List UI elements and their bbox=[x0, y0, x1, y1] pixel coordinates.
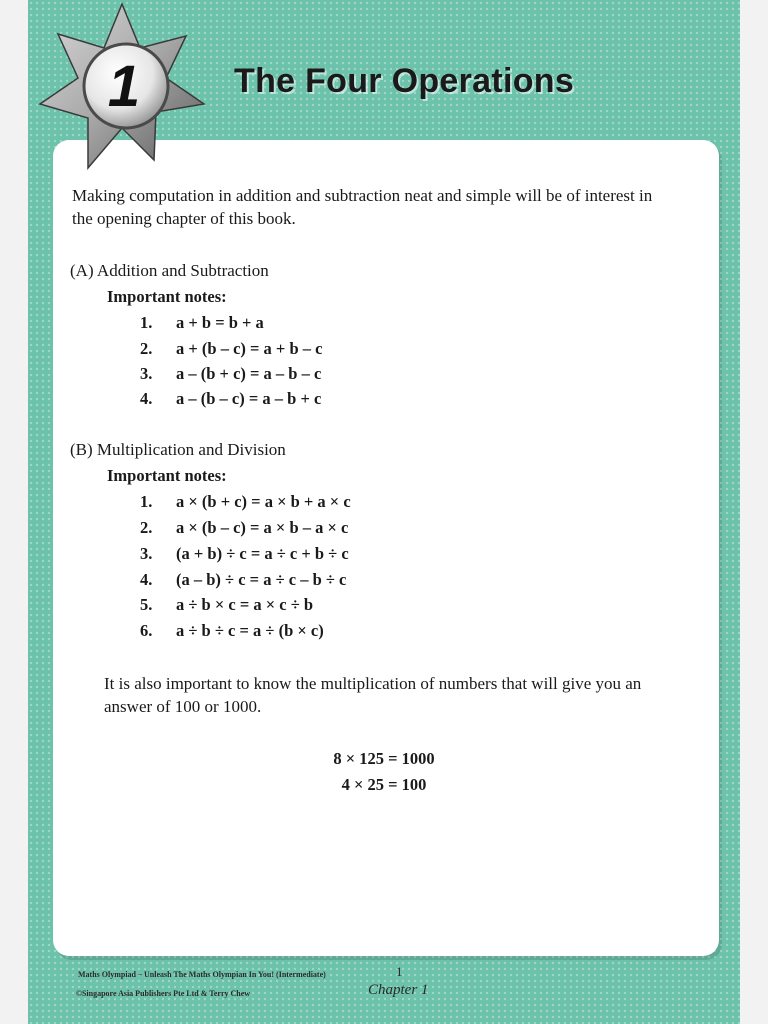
closing-line-1: It is also important to know the multiplication of numbers that will give you an bbox=[104, 674, 642, 693]
section-b-item-number: 5. bbox=[140, 595, 153, 614]
section-a-item-equation: a – (b + c) = a – b – c bbox=[176, 364, 322, 383]
section-a-heading: (A) Addition and Subtraction bbox=[70, 261, 269, 280]
example-equation-1: 8 × 125 = 1000 bbox=[333, 749, 435, 768]
chapter-number: 1 bbox=[107, 54, 141, 119]
chapter-star-badge bbox=[36, 0, 208, 176]
section-b-item-number: 1. bbox=[140, 492, 153, 511]
section-a-item-equation: a + (b – c) = a + b – c bbox=[176, 339, 323, 358]
section-a-item-equation: a + b = b + a bbox=[176, 313, 264, 332]
footer-copyright: ©Singapore Asia Publishers Pte Ltd & Terry Chew bbox=[76, 989, 251, 998]
chapter-title: The Four Operations bbox=[234, 62, 575, 100]
section-b-item-number: 6. bbox=[140, 621, 153, 640]
closing-line-2: answer of 100 or 1000. bbox=[104, 697, 262, 716]
section-b-notes-label: Important notes: bbox=[107, 466, 227, 485]
section-b-item-equation: a ÷ b × c = a × c ÷ b bbox=[176, 595, 314, 614]
footer-page-number: 1 bbox=[396, 964, 403, 979]
section-b-item-equation: a × (b – c) = a × b – a × c bbox=[176, 518, 349, 537]
section-b-item-equation: (a + b) ÷ c = a ÷ c + b ÷ c bbox=[176, 544, 349, 563]
section-b-item-number: 4. bbox=[140, 570, 153, 589]
section-b-item-number: 2. bbox=[140, 518, 153, 537]
section-a-item-number: 3. bbox=[140, 364, 153, 383]
section-a-item-number: 4. bbox=[140, 389, 153, 408]
page-left-margin bbox=[0, 0, 28, 1024]
section-a-item-equation: a – (b – c) = a – b + c bbox=[176, 389, 322, 408]
footer-chapter-label: Chapter 1 bbox=[368, 982, 429, 998]
page-right-margin bbox=[740, 0, 768, 1024]
section-b-item-equation: a × (b + c) = a × b + a × c bbox=[176, 492, 351, 511]
section-b-item-number: 3. bbox=[140, 544, 153, 563]
section-b-item-equation: (a – b) ÷ c = a ÷ c – b ÷ c bbox=[176, 570, 347, 589]
footer-book-title: Maths Olympiad – Unleash The Maths Olympian In You! (Intermediate) bbox=[78, 970, 326, 979]
intro-line-1: Making computation in addition and subtraction neat and simple will be of interest in bbox=[72, 186, 653, 205]
example-equation-2: 4 × 25 = 100 bbox=[341, 775, 427, 794]
intro-line-2: the opening chapter of this book. bbox=[72, 209, 296, 228]
section-a-notes-label: Important notes: bbox=[107, 287, 227, 306]
section-a-item-number: 1. bbox=[140, 313, 153, 332]
section-a-item-number: 2. bbox=[140, 339, 153, 358]
section-b-item-equation: a ÷ b ÷ c = a ÷ (b × c) bbox=[176, 621, 324, 640]
section-b-heading: (B) Multiplication and Division bbox=[70, 440, 286, 459]
